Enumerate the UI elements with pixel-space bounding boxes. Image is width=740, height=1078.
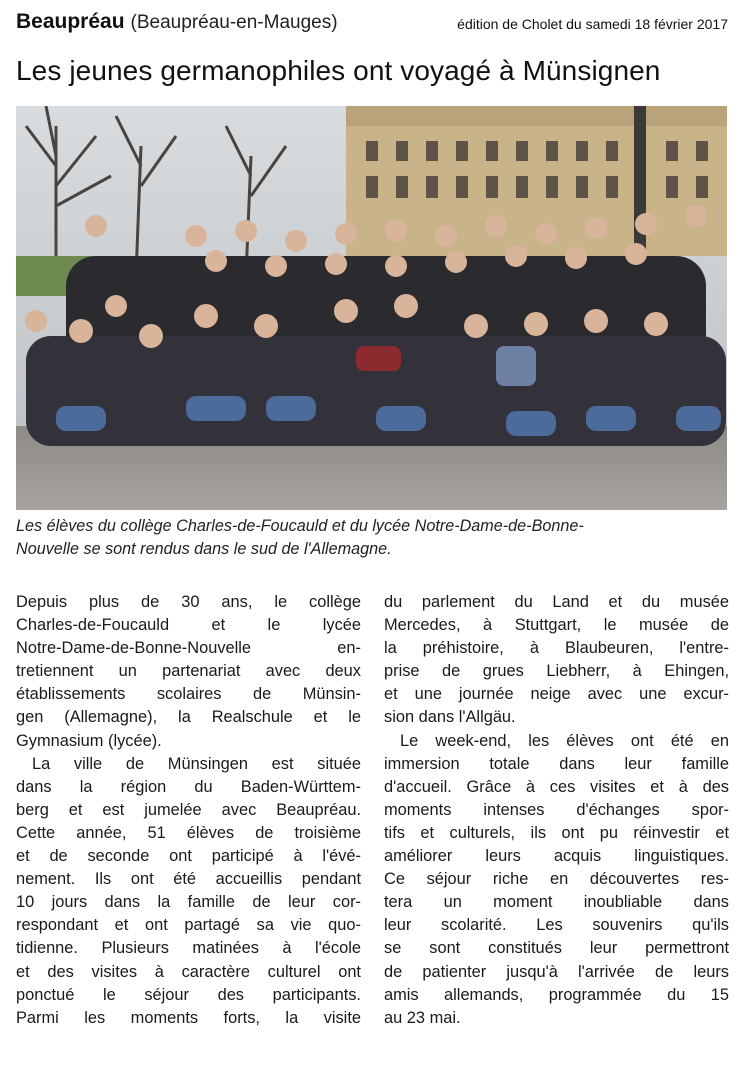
text-line: Mercedes, à Stuttgart, le musée de [384,616,729,635]
text-line: prise de grues Liebherr, à Ehingen, [384,662,729,681]
text-line: établissements scolaires de Münsin- [16,685,361,704]
group-photo [16,106,727,510]
article-column-left [16,591,361,1030]
text-line: tretiennent un partenariat avec deux [16,662,361,681]
text-line: Notre-Dame-de-Bonne-Nouvelle en- [16,639,361,658]
building [346,106,727,266]
text-line: se sont constitués leur permettront [384,939,729,958]
text-line: Le week-end, les élèves ont été en [400,731,729,750]
text-line: tera un moment inoubliable dans [384,893,729,912]
text-line: Ce séjour riche en découvertes res- [384,870,729,889]
town-label: Beaupréau [16,10,125,33]
text-line: leur scolarité. Les souvenirs qu'ils [384,916,729,935]
text-line: de patienter jusqu'à l'arrivée de leurs [384,962,729,981]
text-line: et de seconde ont participé à l'évé- [16,847,361,866]
text-line: moments intenses d'échanges spor- [384,800,729,819]
text-line: tidienne. Plusieurs matinées à l'école [16,939,361,958]
text-line: 10 jours dans la famille de leur cor- [16,893,361,912]
text-line: gen (Allemagne), la Realschule et le [16,708,361,727]
text-line: nement. Ils ont été accueillis pendant [16,870,361,889]
headline: Les jeunes germanophiles ont voyagé à Münsignen [16,55,661,86]
text-line: la préhistoire, à Blaubeuren, l'entre- [384,639,729,658]
edition-date: édition de Cholet du samedi 18 février 2017 [457,16,728,32]
text-line: La ville de Münsingen est située [32,754,361,773]
text-line: sion dans l'Allgäu. [384,708,516,727]
text-line: Parmi les moments forts, la visite [16,1008,361,1027]
text-line: respondant et ont partagé sa vie quo- [16,916,361,935]
caption-line: Nouvelle se sont rendus dans le sud de l'Allemagne. [16,540,392,558]
text-line: berg et est jumelée avec Beaupréau. [16,800,361,819]
article-column-right [384,591,729,1030]
text-line: Charles-de-Foucauld et le lycée [16,616,361,635]
text-line: et des visites à caractère culturel ont [16,962,361,981]
group-photo-illustration [16,106,727,510]
text-line: améliorer leurs acquis linguistiques. [384,847,729,866]
text-line: du parlement du Land et du musée [384,593,729,611]
text-line: Depuis plus de 30 ans, le collège [16,593,361,611]
text-line: d'accueil. Grâce à ces visites et à des [384,777,729,796]
text-line: Gymnasium (lycée). [16,731,162,750]
text-line: Cette année, 51 élèves de troisième [16,823,361,842]
text-line: au 23 mai. [384,1008,461,1027]
town-subtitle: (Beaupréau-en-Mauges) [130,12,338,33]
text-line: dans la région du Baden-Württem- [16,777,361,796]
text-line: et une journée neige avec une excur- [384,685,729,704]
photo-caption [16,515,728,561]
caption-line: Les élèves du collège Charles-de-Foucauld et du lycée Notre-Dame-de-Bonne- [16,517,584,535]
text-line: ponctué le séjour des participants. [16,985,361,1004]
text-line: immersion totale dans leur famille [384,754,729,773]
masthead [16,8,728,38]
text-line: tifs et culturels, ils ont pu réinvestir et [384,823,729,842]
text-line: amis allemands, programmée du 15 [384,985,729,1004]
town-name [16,10,338,34]
